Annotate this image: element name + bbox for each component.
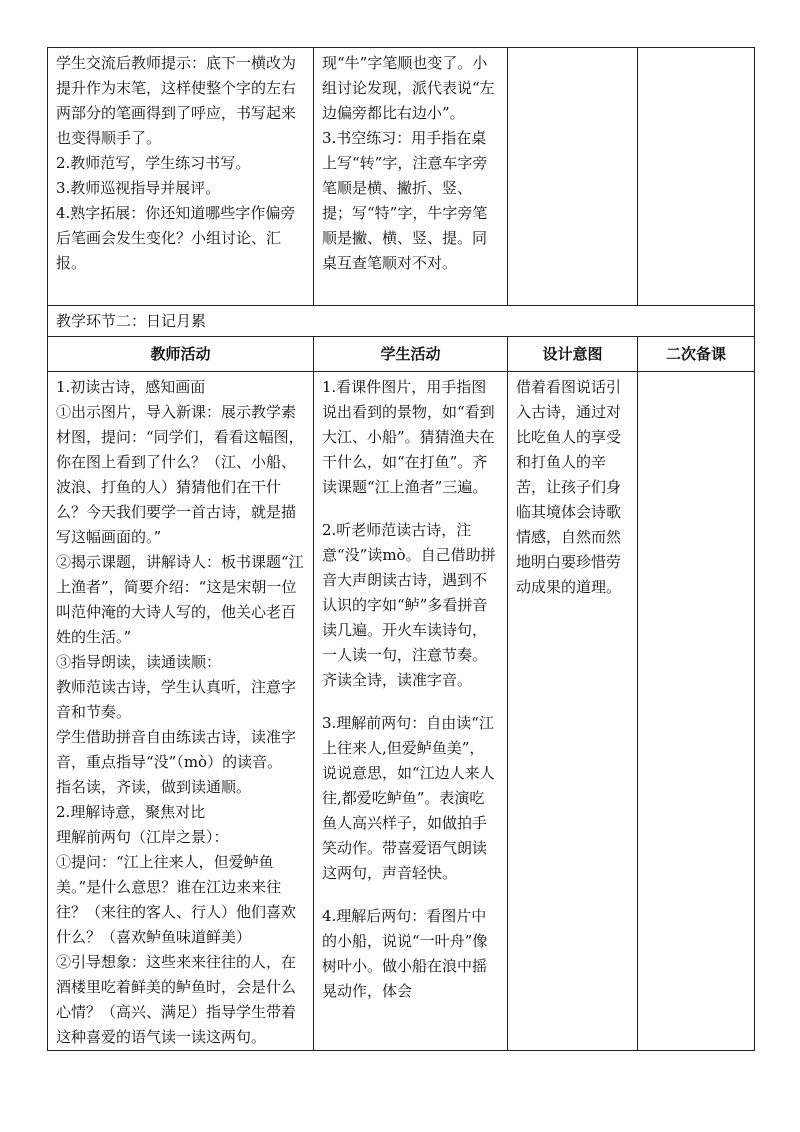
teacher-paragraph: ②揭示课题，讲解诗人：板书课题“江上渔者”，简要介绍：“这是宋朝一位叫范仲淹的大诗人写的，他关心老百姓的生活。”: [56, 553, 304, 646]
design-intent-cell: [508, 48, 638, 306]
teacher-paragraph: ①出示图片，导入新课：展示教学素材图，提问：“同学们，看看这幅图，你在图上看到了什么？（江、小船、波浪、打鱼的人）猜猜他们在干什么？今天我们要学一首古诗，就是描写这幅画面的。”: [56, 403, 304, 546]
header-second-prep: 二次备课: [665, 345, 726, 363]
section-title-cell: [48, 306, 755, 337]
continued-row: [48, 48, 755, 306]
student-paragraph: 4.理解后两句：看图片中的小船，说说“一叶舟”像树叶小。做小船在浪中摇晃动作，体会: [322, 907, 488, 1000]
teacher-activity-cell: [48, 48, 314, 306]
main-row: [48, 372, 755, 1051]
teacher-paragraph: ②引导想象：这些来来往往的人，在酒楼里吃着鲜美的鲈鱼时，会是什么心情？（高兴、满足）指导学生带着这种喜爱的语气读一读这两句。: [56, 953, 297, 1046]
student-activity-cell: [314, 48, 508, 306]
teacher-paragraph: 4.熟字拓展：你还知道哪些字作偏旁后笔画会发生变化？小组讨论、汇报。: [56, 204, 296, 272]
teacher-paragraph: 学生交流后教师提示：底下一横改为提升作为末笔，这样使整个字的左右两部分的笔画得到了呼应，书写起来也变得顺手了。: [56, 54, 297, 147]
teacher-paragraph: 教师范读古诗，学生认真听，注意字音和节奏。: [56, 678, 297, 721]
student-paragraph: 3.理解前两句：自由读“江上往来人,但爱鲈鱼美”，说说意思，如“江边人来人往,都爱吃鲈鱼”。表演吃鱼人高兴样子，如做拍手笑动作。带喜爱语气朗读这两句，声音轻快。: [322, 714, 495, 882]
second-prep-cell: [638, 48, 755, 306]
second-prep-cell: [638, 372, 755, 1051]
teacher-activity-cell: [48, 372, 314, 1051]
teacher-paragraph: 2.理解诗意，聚焦对比: [56, 803, 206, 821]
teacher-paragraph: 1.初读古诗，感知画面: [56, 378, 206, 396]
student-paragraph: 2.听老师范读古诗，注意“没”读mò。自己借助拼音大声朗读古诗，遇到不认识的字如“鲈”多看拼音读几遍。开火车读诗句，一人读一句，注意节奏。齐读全诗，读准字音。: [322, 521, 496, 689]
teacher-paragraph: 学生借助拼音自由练读古诗，读准字音，重点指导“没”（mò）的读音。: [56, 728, 297, 771]
teacher-paragraph: ③指导朗读，读通读顺：: [56, 653, 222, 671]
header-teacher-activity: 教师活动: [150, 345, 211, 363]
section-row: [48, 306, 755, 337]
design-intent-cell: [508, 372, 638, 1051]
lesson-plan-table: [47, 47, 755, 1051]
student-paragraph: 3.书空练习：用手指在桌上写“转”字，注意车字旁笔顺是横、撇折、竖、提；写“特”字，牛字旁笔顺是撇、横、竖、提。同桌互查笔顺对不对。: [322, 129, 488, 272]
teacher-paragraph: 理解前两句（江岸之景）：: [56, 828, 229, 846]
header-design-intent: 设计意图: [542, 345, 603, 363]
student-activity-cell: [314, 372, 508, 1051]
design-intent-text: 借着看图说话引入古诗，通过对比吃鱼人的享受和打鱼人的辛苦，让孩子们身临其境体会诗歌情感，自然而然地明白要珍惜劳动成果的道理。: [516, 378, 622, 596]
section-title: 教学环节二：日记月累: [56, 312, 207, 330]
header-row: [48, 337, 755, 372]
teacher-paragraph: 指名读，齐读，做到读通顺。: [56, 778, 252, 796]
teacher-paragraph: ①提问：“江上往来人，但爱鲈鱼美。”是什么意思？谁在江边来来往往？（来往的客人、行人）他们喜欢什么？（喜欢鲈鱼味道鲜美）: [56, 853, 297, 946]
teacher-paragraph: 2.教师范写，学生练习书写。: [56, 154, 251, 172]
student-paragraph: 现“牛”字笔顺也变了。小组讨论发现，派代表说“左边偏旁都比右边小”。: [322, 54, 495, 122]
header-student-activity: 学生活动: [380, 345, 441, 363]
student-paragraph: 1.看课件图片，用手指图说出看到的景物，如“看到大江、小船”。猜猜渔夫在干什么，如“在打鱼”。齐读课题“江上渔者”三遍。: [322, 378, 495, 496]
teacher-paragraph: 3.教师巡视指导并展评。: [56, 179, 221, 197]
